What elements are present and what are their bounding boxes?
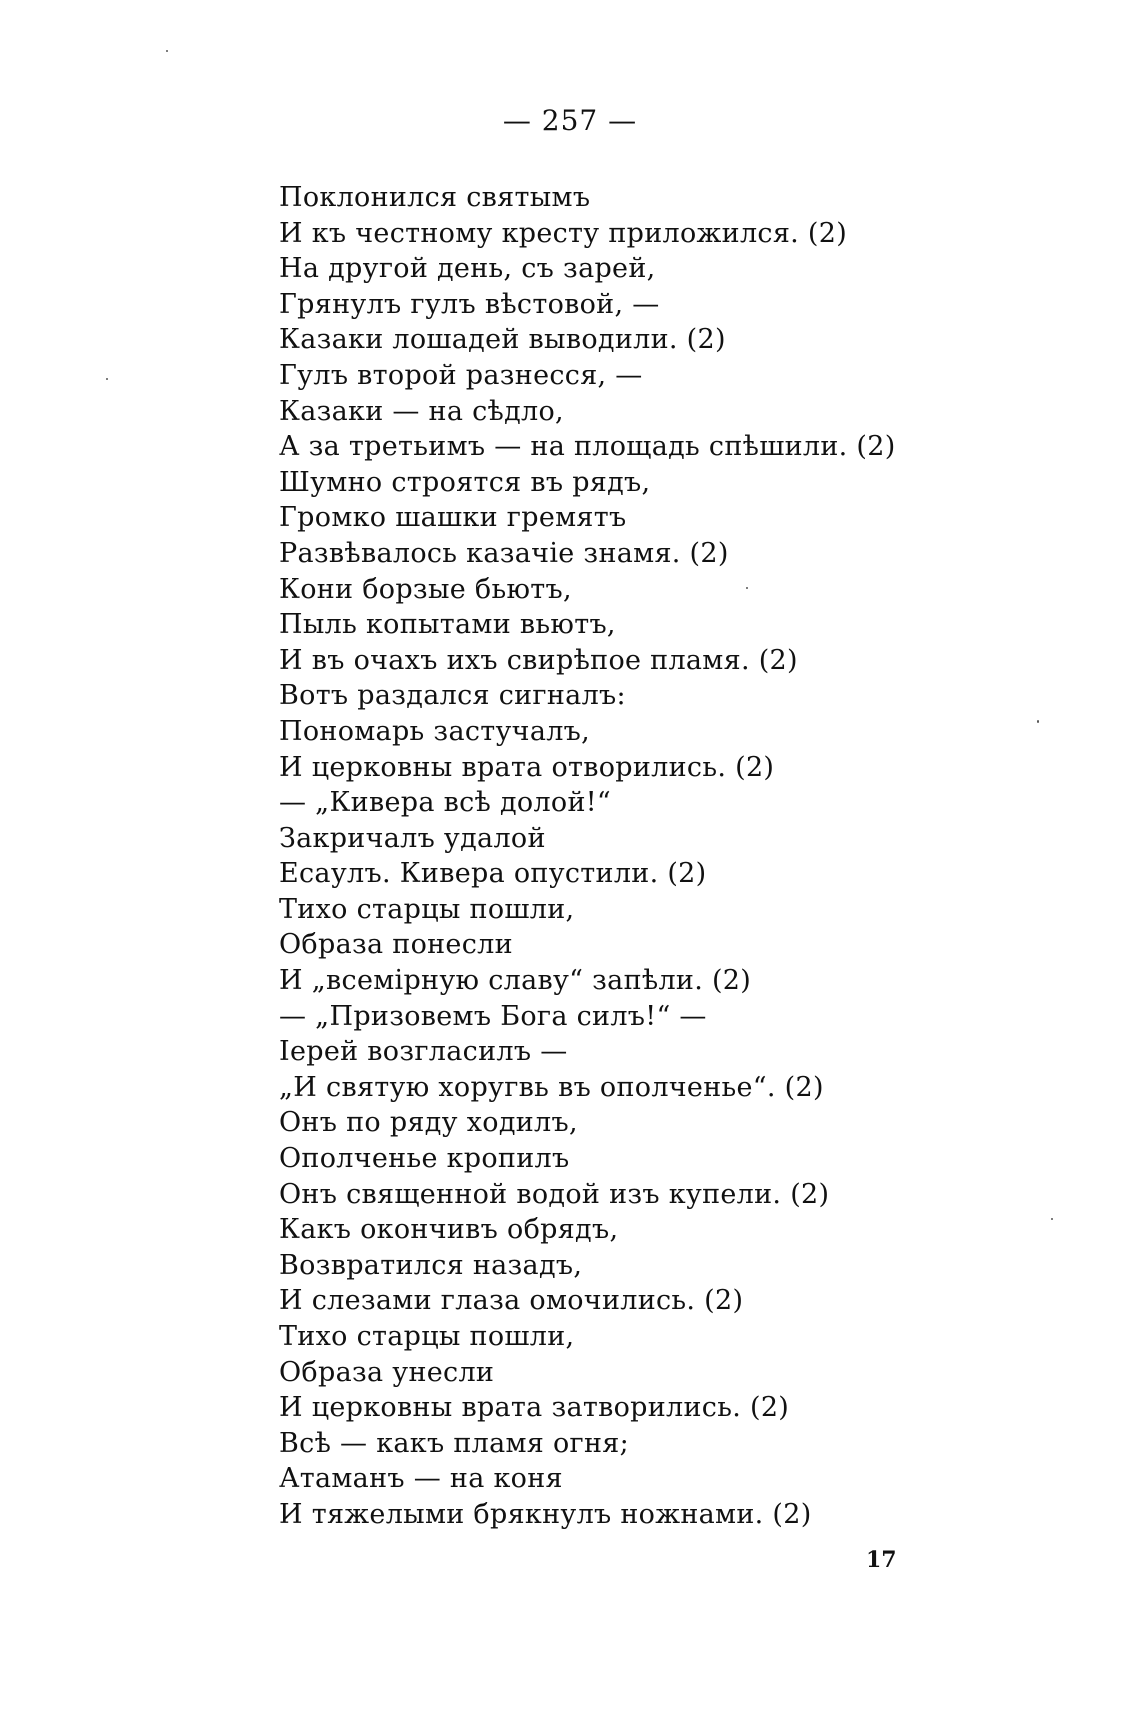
poem-line: Развѣвалось казачіе знамя. (2) (279, 537, 729, 569)
ink-speck (1037, 720, 1039, 723)
poem-line: Казаки — на сѣдло, (279, 395, 564, 427)
poem-line: Какъ окончивъ обрядъ, (279, 1214, 619, 1246)
poem-line: Образа унесли (279, 1356, 495, 1388)
poem-line: Онъ священной водой изъ купели. (2) (279, 1178, 830, 1210)
poem-line: — „Кивера всѣ долой!“ (279, 787, 612, 819)
ink-speck (106, 378, 108, 380)
poem-line: Поклонился святымъ (279, 182, 591, 213)
poem-line: Есаулъ. Кивера опустили. (2) (279, 858, 707, 890)
poem-text (279, 180, 896, 1533)
poem-line: Громко шашки гремятъ (279, 502, 627, 534)
page-number: — 257 — (502, 104, 638, 137)
poem-line: Тихо старцы пошли, (279, 893, 575, 925)
poem-line: Образа понесли (279, 929, 513, 961)
poem-line: Пыль копытами вьютъ, (279, 609, 616, 641)
poem-line: Закричалъ удалой (279, 822, 546, 854)
poem-line: И къ честному кресту приложился. (2) (279, 217, 848, 249)
ink-speck (166, 50, 168, 52)
poem-line: „И святую хоругвь въ ополченье“. (2) (279, 1071, 824, 1103)
poem-line: И „всемірную славу“ запѣли. (2) (279, 965, 752, 997)
poem-line: Вотъ раздался сигналъ: (279, 680, 626, 712)
poem-line: Кони борзые бьютъ, (279, 573, 572, 605)
poem-line: Шумно строятся въ рядъ, (279, 466, 651, 498)
poem-line: Тихо старцы пошли, (279, 1321, 575, 1352)
poem-line: Пономарь застучалъ, (279, 715, 591, 747)
poem-line: А за третьимъ — на площадь спѣшили. (2) (279, 431, 896, 463)
poem-line: И тяжелыми брякнулъ ножнами. (2) (279, 1498, 812, 1530)
poem-line: Іерей возгласилъ — (279, 1036, 568, 1068)
poem-line: Атаманъ — на коня (279, 1463, 563, 1495)
poem-line: И слезами глаза омочились. (2) (279, 1285, 744, 1317)
poem-line: Всѣ — какъ пламя огня; (279, 1427, 630, 1459)
poem-line: Казаки лошадей выводили. (2) (279, 324, 726, 356)
poem-line: — „Призовемъ Бога силъ!“ — (279, 1000, 707, 1032)
poem-line: И церковны врата затворились. (2) (279, 1392, 790, 1424)
signature-mark: 17 (866, 1547, 897, 1573)
poem-line: Возвратился назадъ, (279, 1249, 583, 1281)
poem-line: Гулъ второй разнесся, — (279, 359, 643, 391)
poem-line: И въ очахъ ихъ свирѣпое пламя. (2) (279, 644, 798, 676)
poem-line: Грянулъ гулъ вѣстовой, — (279, 288, 660, 320)
poem-line: На другой день, съ зарей, (279, 253, 656, 285)
ink-speck (746, 587, 748, 589)
poem-line: И церковны врата отворились. (2) (279, 751, 775, 783)
ink-speck (1051, 1218, 1053, 1220)
poem-line: Ополченье кропилъ (279, 1143, 570, 1175)
poem-line: Онъ по ряду ходилъ, (279, 1107, 578, 1139)
